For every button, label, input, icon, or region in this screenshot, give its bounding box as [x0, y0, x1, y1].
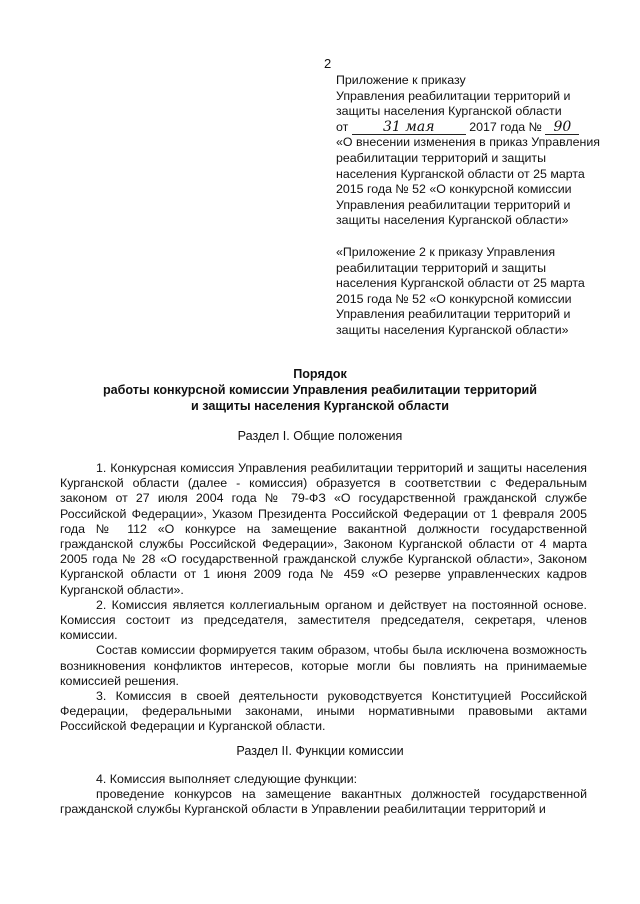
appendix-block — [336, 73, 604, 339]
paragraph: 2. Комиссия является коллегиальным органом и действует на постоянной основе. Комиссия состоит из председателя, заместителя председателя, секретаря, членов комиссии. — [60, 597, 587, 643]
appendix-amendment: «О внесении изменения в приказ Управления реабилитации территорий и защиты населения Курганской области от 25 марта 2015 года № 52 «О конкурсной комиссии Управления реабилитации территорий и защиты населения Курганской области» — [336, 135, 600, 228]
appendix-2-reference: «Приложение 2 к приказу Управления реабилитации территорий и защиты населения Курганской области от 25 марта 2015 года № 52 «О конкурсной комиссии Управления реабилитации территорий и защиты населения Курганской области» — [336, 244, 585, 337]
paragraph: 3. Комиссия в своей деятельности руководствуется Конституцией Российской Федерации, федеральными законами, иными нормативными правовыми актами Российской Федерации и Курганской области. — [60, 689, 587, 734]
document-title — [60, 366, 580, 414]
section-1-body — [60, 461, 587, 735]
appendix-date-line — [336, 120, 604, 136]
handwritten-date: 31 мая — [352, 121, 466, 135]
page-number: 2 — [324, 56, 332, 71]
paragraph: проведение конкурсов на замещение вакантных должностей государственной гражданской службы Курганской области в Управлении реабилитации территорий и — [60, 787, 587, 817]
date-suffix: 2017 года № — [469, 119, 542, 134]
section-1-heading: Раздел I. Общие положения — [237, 429, 403, 443]
appendix-line-2: Управления реабилитации территорий и защиты населения Курганской области — [336, 88, 571, 119]
section-2-heading: Раздел II. Функции комиссии — [236, 744, 404, 758]
title-line-2: работы конкурсной комиссии Управления реабилитации территорий — [102, 383, 538, 397]
paragraph: 4. Комиссия выполняет следующие функции: — [96, 772, 358, 786]
paragraph: Состав комиссии формируется таким образом, чтобы была исключена возможность возникновения конфликтов интересов, которые могли бы повлиять на принимаемые комиссией решения. — [60, 643, 587, 688]
section-2-body — [60, 772, 587, 818]
paragraph: 1. Конкурсная комиссия Управления реабилитации территорий и защиты населения Курганской области (далее - комиссия) образуется в соответствии с Федеральным законом от 27 июля 2004 года № 79-ФЗ «О государственной гражданской службе Российской Федерации», Указом Президента Российской Федерации от 1 февраля 2005 года № 112 «О конкурсе на замещение вакантной должности государственной гражданской службы Российской Федерации», Законом Курганской области от 4 марта 2005 года № 28 «О государственной гражданской службе Курганской области», Законом Курганской области от 1 июня 2009 года № 459 «О резерве управленческих кадров Курганской области». — [60, 461, 587, 597]
title-line-3: и защиты населения Курганской области — [190, 399, 449, 413]
appendix-line-1: Приложение к приказу — [336, 73, 466, 87]
handwritten-number: 90 — [545, 121, 579, 135]
title-line-1: Порядок — [293, 367, 347, 381]
date-prefix: от — [336, 119, 349, 134]
